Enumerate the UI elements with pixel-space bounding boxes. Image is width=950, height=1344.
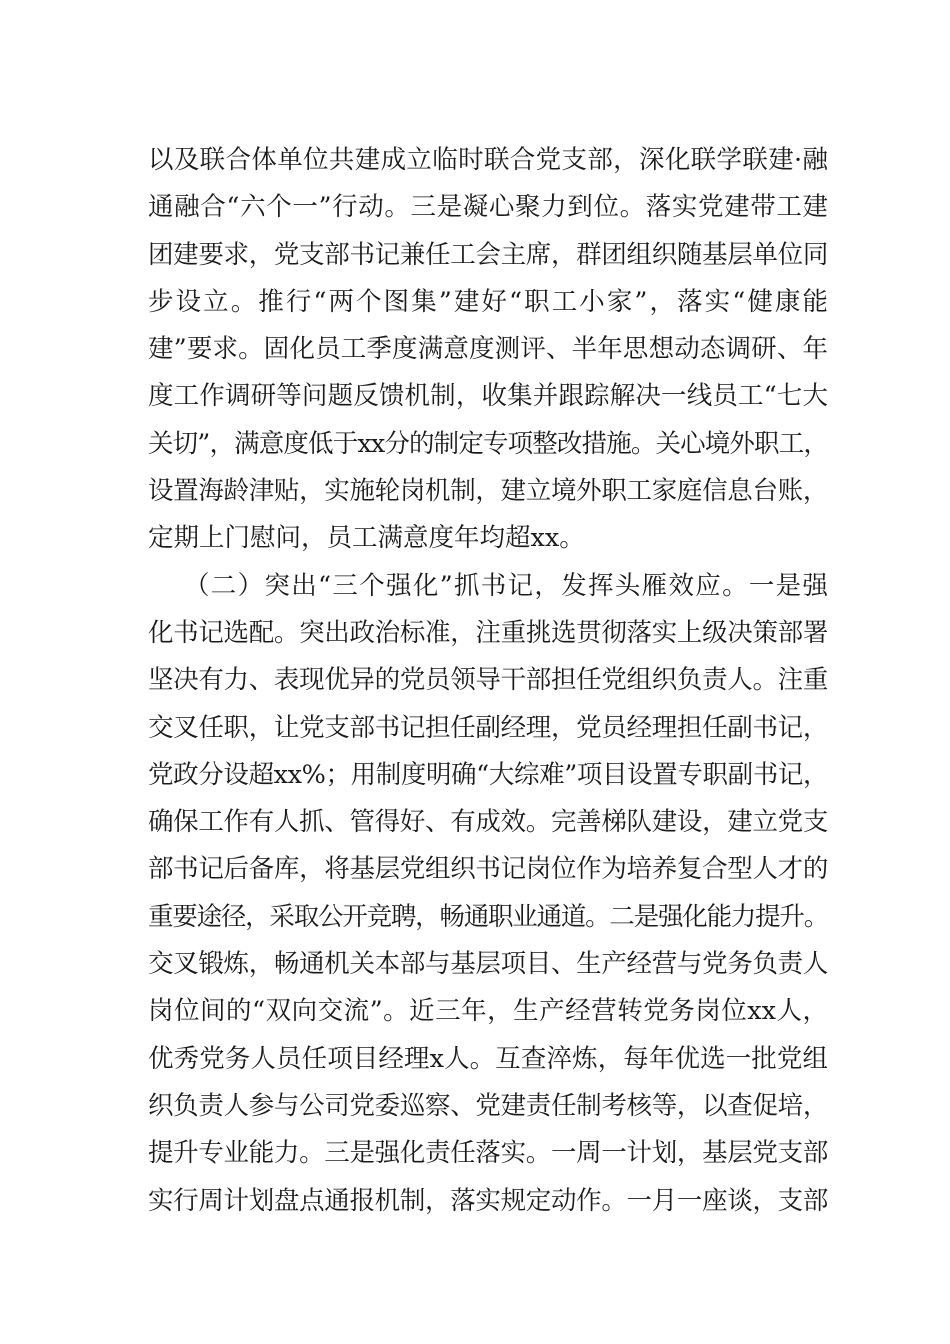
text-line: 确保工作有人抓、管得好、有成效。完善梯队建设，建立党支 [148, 807, 828, 838]
text-line: 化书记选配。突出政治标准，注重挑选贯彻落实上级决策部署 [148, 617, 828, 648]
text-line: 关切”，满意度低于xx分的制定专项整改措施。关心境外职工， [148, 428, 828, 459]
text-line: 织负责人参与公司党委巡察、党建责任制考核等，以查促培， [148, 1090, 828, 1121]
text-line: 重要途径，采取公开竞聘，畅通职业通道。二是强化能力提升。 [148, 901, 829, 932]
text-line: 优秀党务人员任项目经理x人。互查淬炼，每年优选一批党组 [148, 1043, 828, 1074]
text-line: 通融合“六个一”行动。三是凝心聚力到位。落实党建带工建 [148, 192, 828, 223]
text-line: 以及联合体单位共建成立临时联合党支部，深化联学联建·融 [148, 145, 828, 175]
text-line: 团建要求，党支部书记兼任工会主席，群团组织随基层单位同 [148, 239, 828, 270]
text-line: 坚决有力、表现优异的党员领导干部担任党组织负责人。注重 [148, 665, 828, 696]
text-line: 岗位间的“双向交流”。近三年，生产经营转党务岗位xx人， [148, 996, 828, 1027]
text-line: 提升专业能力。三是强化责任落实。一周一计划，基层党支部 [148, 1138, 828, 1169]
text-line: 定期上门慰问，员工满意度年均超xx。 [148, 523, 585, 554]
text-line: 步设立。推行“两个图集”建好“职工小家”，落实“健康能 [148, 286, 828, 317]
text-line: 实行周计划盘点通报机制，落实规定动作。一月一座谈，支部 [148, 1185, 828, 1216]
text-line: 度工作调研等问题反馈机制，收集并跟踪解决一线员工“七大 [148, 381, 828, 412]
text-line: 党政分设超xx%；用制度明确“大综难”项目设置专职副书记， [148, 759, 829, 790]
paragraph-1 [148, 137, 828, 563]
text-line: 交叉任职，让党支部书记担任副经理，党员经理担任副书记， [148, 712, 828, 743]
document-body [148, 137, 828, 1225]
section-heading-line: （二）突出“三个强化”抓书记，发挥头雁效应。一是强 [184, 570, 828, 601]
text-line: 建”要求。固化员工季度满意度测评、半年思想动态调研、年 [148, 334, 828, 365]
paragraph-2 [148, 563, 828, 1225]
text-line: 部书记后备库，将基层党组织书记岗位作为培养复合型人才的 [148, 854, 828, 885]
text-line: 设置海龄津贴，实施轮岗机制，建立境外职工家庭信息台账， [148, 476, 828, 507]
text-line: 交叉锻炼，畅通机关本部与基层项目、生产经营与党务负责人 [148, 949, 828, 980]
